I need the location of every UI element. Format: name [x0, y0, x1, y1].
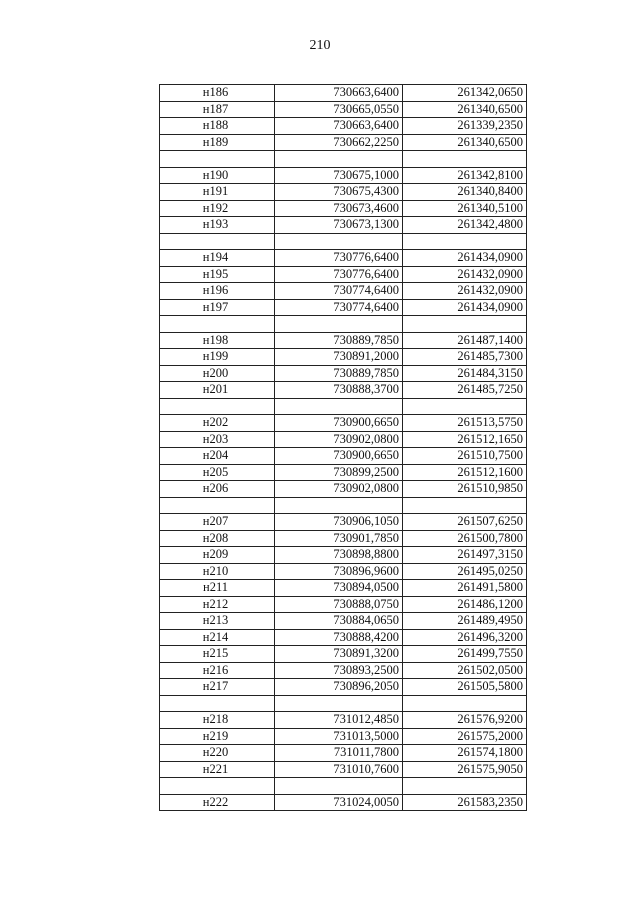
table-row: [160, 679, 527, 696]
x-coordinate-cell: 730894,0500: [275, 580, 403, 597]
point-cell: н194: [160, 250, 275, 267]
point-cell: н186: [160, 85, 275, 102]
point-cell: н200: [160, 365, 275, 382]
y-coordinate-cell: 261342,4800: [403, 217, 527, 234]
y-coordinate-cell: [403, 497, 527, 514]
x-coordinate-cell: 731024,0050: [275, 794, 403, 811]
point-cell: н196: [160, 283, 275, 300]
y-coordinate-cell: 261432,0900: [403, 266, 527, 283]
x-coordinate-cell: 730776,6400: [275, 250, 403, 267]
x-coordinate-cell: 730663,6400: [275, 118, 403, 135]
table-row: [160, 662, 527, 679]
y-coordinate-cell: 261513,5750: [403, 415, 527, 432]
x-coordinate-cell: 730663,6400: [275, 85, 403, 102]
y-coordinate-cell: 261342,0650: [403, 85, 527, 102]
y-coordinate-cell: 261574,1800: [403, 745, 527, 762]
table-row: [160, 464, 527, 481]
y-coordinate-cell: 261434,0900: [403, 299, 527, 316]
x-coordinate-cell: 730889,7850: [275, 365, 403, 382]
table-row: [160, 167, 527, 184]
x-coordinate-cell: 730901,7850: [275, 530, 403, 547]
x-coordinate-cell: 730888,0750: [275, 596, 403, 613]
y-coordinate-cell: 261499,7550: [403, 646, 527, 663]
point-cell: н189: [160, 134, 275, 151]
table-row: [160, 365, 527, 382]
table-row: [160, 547, 527, 564]
y-coordinate-cell: 261485,7300: [403, 349, 527, 366]
table-row: [160, 184, 527, 201]
point-cell: н203: [160, 431, 275, 448]
table-row: [160, 200, 527, 217]
table-row: [160, 85, 527, 102]
x-coordinate-cell: 730675,4300: [275, 184, 403, 201]
table-row: [160, 382, 527, 399]
y-coordinate-cell: 261575,2000: [403, 728, 527, 745]
point-cell: н205: [160, 464, 275, 481]
point-cell: н192: [160, 200, 275, 217]
coordinates-table-body: [160, 85, 527, 811]
y-coordinate-cell: 261512,1650: [403, 431, 527, 448]
table-row: [160, 761, 527, 778]
y-coordinate-cell: 261489,4950: [403, 613, 527, 630]
x-coordinate-cell: [275, 316, 403, 333]
y-coordinate-cell: 261434,0900: [403, 250, 527, 267]
table-row: [160, 580, 527, 597]
y-coordinate-cell: 261510,9850: [403, 481, 527, 498]
x-coordinate-cell: 731013,5000: [275, 728, 403, 745]
table-row: [160, 134, 527, 151]
page-number: 210: [309, 38, 331, 53]
table-row: [160, 613, 527, 630]
x-coordinate-cell: 730902,0800: [275, 481, 403, 498]
x-coordinate-cell: 730662,2250: [275, 134, 403, 151]
y-coordinate-cell: [403, 778, 527, 795]
y-coordinate-cell: 261495,0250: [403, 563, 527, 580]
table-row: [160, 299, 527, 316]
table-row: [160, 794, 527, 811]
table-row: [160, 778, 527, 795]
y-coordinate-cell: [403, 316, 527, 333]
y-coordinate-cell: 261342,8100: [403, 167, 527, 184]
point-cell: [160, 398, 275, 415]
table-row: [160, 530, 527, 547]
x-coordinate-cell: 730774,6400: [275, 299, 403, 316]
y-coordinate-cell: 261340,6500: [403, 101, 527, 118]
y-coordinate-cell: 261497,3150: [403, 547, 527, 564]
point-cell: н206: [160, 481, 275, 498]
y-coordinate-cell: [403, 151, 527, 168]
x-coordinate-cell: [275, 151, 403, 168]
point-cell: н208: [160, 530, 275, 547]
x-coordinate-cell: [275, 233, 403, 250]
x-coordinate-cell: [275, 398, 403, 415]
point-cell: н188: [160, 118, 275, 135]
point-cell: н199: [160, 349, 275, 366]
point-cell: н201: [160, 382, 275, 399]
point-cell: н209: [160, 547, 275, 564]
point-cell: н212: [160, 596, 275, 613]
y-coordinate-cell: 261496,3200: [403, 629, 527, 646]
x-coordinate-cell: 730898,8800: [275, 547, 403, 564]
y-coordinate-cell: [403, 695, 527, 712]
y-coordinate-cell: 261510,7500: [403, 448, 527, 465]
table-row: [160, 151, 527, 168]
table-row: [160, 563, 527, 580]
table-row: [160, 712, 527, 729]
point-cell: [160, 778, 275, 795]
point-cell: н187: [160, 101, 275, 118]
x-coordinate-cell: 730673,4600: [275, 200, 403, 217]
table-row: [160, 646, 527, 663]
table-row: [160, 398, 527, 415]
x-coordinate-cell: [275, 497, 403, 514]
x-coordinate-cell: 730891,2000: [275, 349, 403, 366]
x-coordinate-cell: 730884,0650: [275, 613, 403, 630]
x-coordinate-cell: 731012,4850: [275, 712, 403, 729]
y-coordinate-cell: 261583,2350: [403, 794, 527, 811]
x-coordinate-cell: 730900,6650: [275, 415, 403, 432]
point-cell: [160, 695, 275, 712]
point-cell: [160, 233, 275, 250]
x-coordinate-cell: 731010,7600: [275, 761, 403, 778]
y-coordinate-cell: 261505,5800: [403, 679, 527, 696]
y-coordinate-cell: 261432,0900: [403, 283, 527, 300]
x-coordinate-cell: 730665,0550: [275, 101, 403, 118]
table-row: [160, 233, 527, 250]
point-cell: н202: [160, 415, 275, 432]
point-cell: н219: [160, 728, 275, 745]
y-coordinate-cell: 261576,9200: [403, 712, 527, 729]
point-cell: н190: [160, 167, 275, 184]
x-coordinate-cell: 730896,9600: [275, 563, 403, 580]
y-coordinate-cell: 261500,7800: [403, 530, 527, 547]
table-row: [160, 728, 527, 745]
point-cell: н207: [160, 514, 275, 531]
y-coordinate-cell: 261340,6500: [403, 134, 527, 151]
point-cell: н193: [160, 217, 275, 234]
table-row: [160, 629, 527, 646]
table-row: [160, 283, 527, 300]
table-row: [160, 481, 527, 498]
y-coordinate-cell: 261484,3150: [403, 365, 527, 382]
y-coordinate-cell: [403, 233, 527, 250]
y-coordinate-cell: 261487,1400: [403, 332, 527, 349]
y-coordinate-cell: 261486,1200: [403, 596, 527, 613]
table-row: [160, 745, 527, 762]
point-cell: н214: [160, 629, 275, 646]
point-cell: н197: [160, 299, 275, 316]
x-coordinate-cell: 730776,6400: [275, 266, 403, 283]
x-coordinate-cell: 730675,1000: [275, 167, 403, 184]
table-row: [160, 118, 527, 135]
y-coordinate-cell: 261507,6250: [403, 514, 527, 531]
table-row: [160, 514, 527, 531]
table-row: [160, 266, 527, 283]
table-row: [160, 415, 527, 432]
x-coordinate-cell: 730891,3200: [275, 646, 403, 663]
table-row: [160, 332, 527, 349]
table-row: [160, 431, 527, 448]
point-cell: н215: [160, 646, 275, 663]
point-cell: н221: [160, 761, 275, 778]
point-cell: н213: [160, 613, 275, 630]
point-cell: [160, 151, 275, 168]
table-row: [160, 497, 527, 514]
x-coordinate-cell: 730888,3700: [275, 382, 403, 399]
point-cell: н195: [160, 266, 275, 283]
x-coordinate-cell: 730899,2500: [275, 464, 403, 481]
y-coordinate-cell: 261485,7250: [403, 382, 527, 399]
x-coordinate-cell: 730896,2050: [275, 679, 403, 696]
x-coordinate-cell: 730888,4200: [275, 629, 403, 646]
x-coordinate-cell: 730900,6650: [275, 448, 403, 465]
x-coordinate-cell: 730774,6400: [275, 283, 403, 300]
y-coordinate-cell: 261340,8400: [403, 184, 527, 201]
y-coordinate-cell: 261339,2350: [403, 118, 527, 135]
coordinates-table: [159, 84, 527, 811]
y-coordinate-cell: 261512,1600: [403, 464, 527, 481]
x-coordinate-cell: [275, 695, 403, 712]
table-row: [160, 250, 527, 267]
table-row: [160, 695, 527, 712]
x-coordinate-cell: 730893,2500: [275, 662, 403, 679]
table-row: [160, 217, 527, 234]
x-coordinate-cell: 730906,1050: [275, 514, 403, 531]
x-coordinate-cell: 730673,1300: [275, 217, 403, 234]
x-coordinate-cell: [275, 778, 403, 795]
point-cell: н191: [160, 184, 275, 201]
point-cell: н217: [160, 679, 275, 696]
point-cell: н204: [160, 448, 275, 465]
y-coordinate-cell: 261491,5800: [403, 580, 527, 597]
y-coordinate-cell: 261340,5100: [403, 200, 527, 217]
point-cell: н222: [160, 794, 275, 811]
y-coordinate-cell: [403, 398, 527, 415]
x-coordinate-cell: 730902,0800: [275, 431, 403, 448]
point-cell: н198: [160, 332, 275, 349]
table-row: [160, 316, 527, 333]
y-coordinate-cell: 261575,9050: [403, 761, 527, 778]
table-row: [160, 596, 527, 613]
point-cell: н218: [160, 712, 275, 729]
table-row: [160, 448, 527, 465]
table-row: [160, 349, 527, 366]
point-cell: [160, 497, 275, 514]
y-coordinate-cell: 261502,0500: [403, 662, 527, 679]
point-cell: н210: [160, 563, 275, 580]
x-coordinate-cell: 731011,7800: [275, 745, 403, 762]
point-cell: н211: [160, 580, 275, 597]
x-coordinate-cell: 730889,7850: [275, 332, 403, 349]
table-row: [160, 101, 527, 118]
point-cell: н216: [160, 662, 275, 679]
point-cell: н220: [160, 745, 275, 762]
point-cell: [160, 316, 275, 333]
